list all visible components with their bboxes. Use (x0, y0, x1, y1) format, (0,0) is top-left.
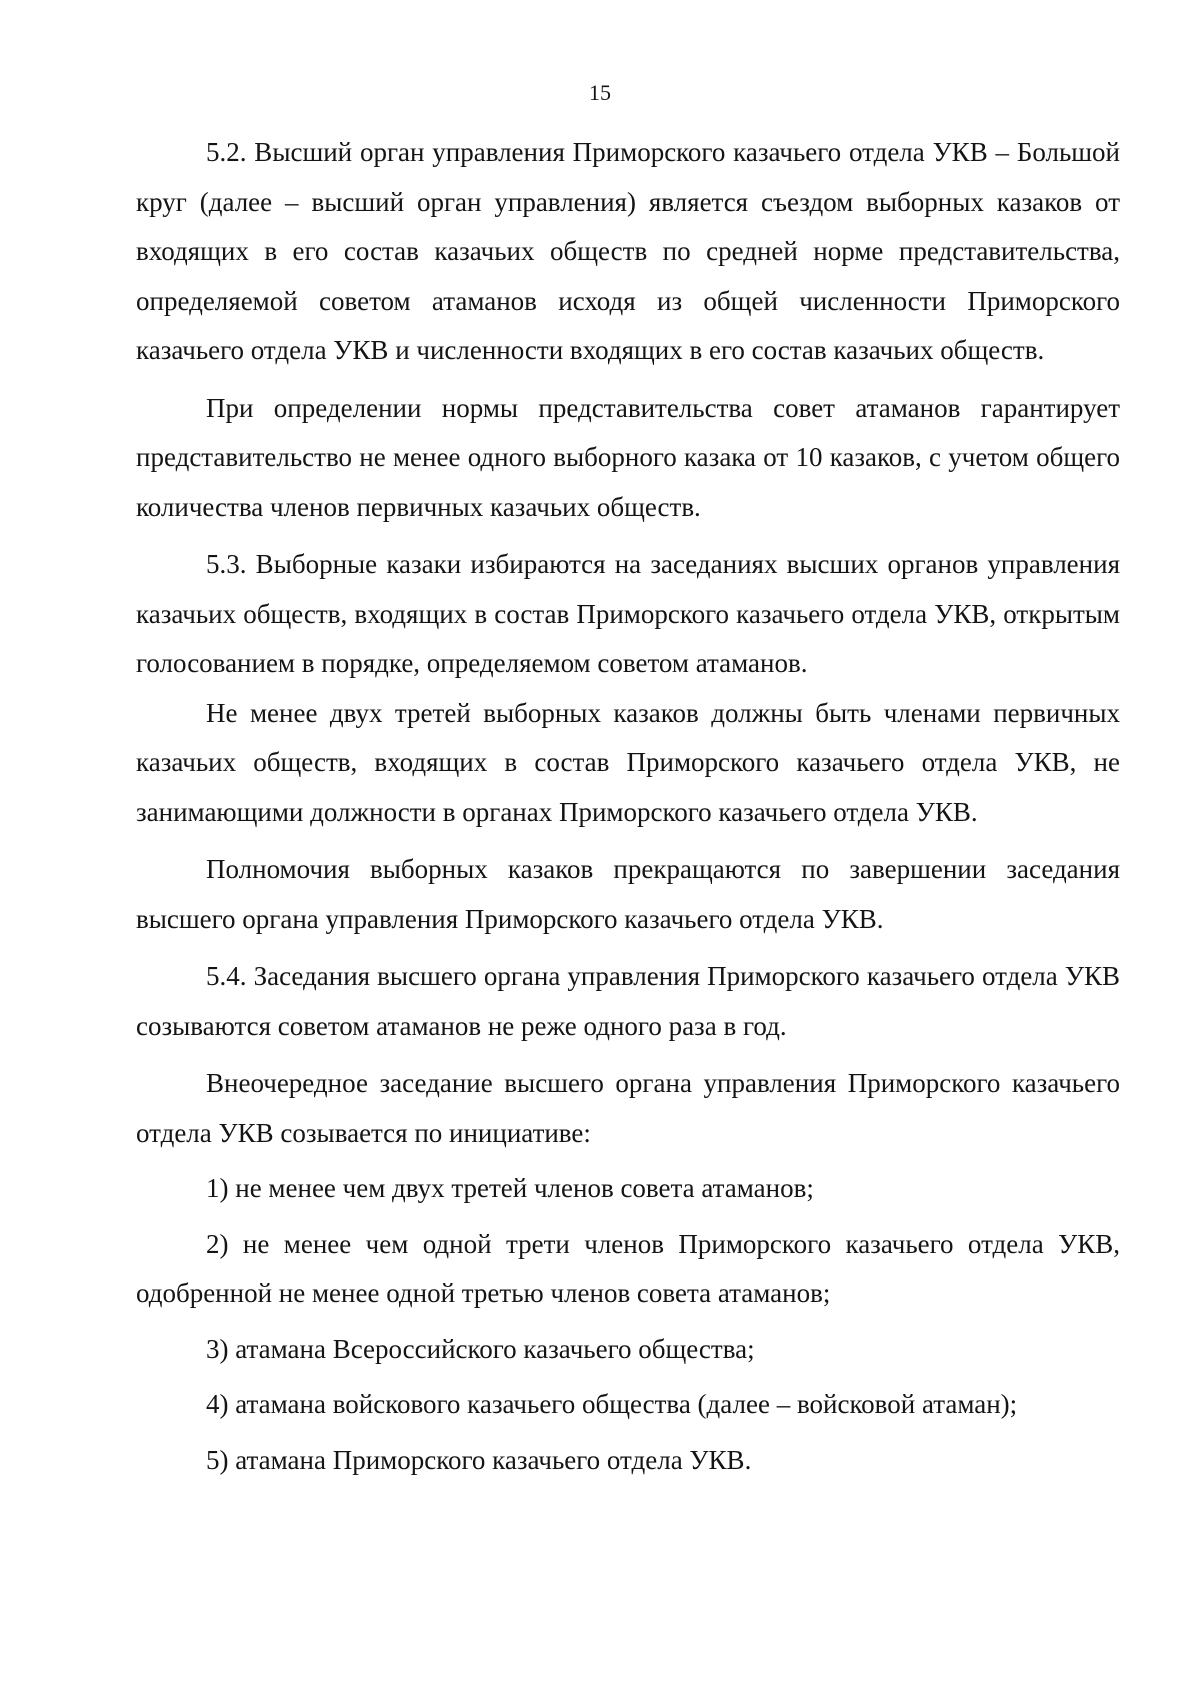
list-item-5: 5) атамана Приморского казачьего отдела УКВ. (206, 1444, 752, 1475)
document-body (136, 128, 1120, 1485)
list-item-1: 1) не менее чем двух третей членов совета атаманов; (206, 1173, 814, 1203)
paragraph-powers-termination: Полномочия выборных казаков прекращаются по завершении заседания высшего органа управления Приморского казачьего отдела УКВ. (136, 854, 1120, 934)
list-item-2: 2) не менее чем одной трети членов Приморского казачьего отдела УКВ, одобренной не менее одной третью членов совета атаманов; (136, 1228, 1120, 1308)
paragraph-5-2: 5.2. Высший орган управления Приморского казачьего отдела УКВ – Большой круг (далее – высший орган управления) является съездом выборных казаков от входящих в его состав казачьих обществ по средней норме представительства, определяемой советом атаманов исходя из общей численности Приморского казачьего отдела УКВ и численности входящих в его состав казачьих обществ. (136, 137, 1120, 365)
list-item-4: 4) атамана войскового казачьего общества (далее – войсковой атаман); (206, 1389, 1018, 1419)
list-item-3: 3) атамана Всероссийского казачьего общества; (206, 1333, 755, 1364)
paragraph-two-thirds: Не менее двух третей выборных казаков должны быть членами первичных казачьих обществ, входящих в состав Приморского казачьего отдела УКВ, не занимающими должности в органах Приморского казачьего отдела УКВ. (136, 697, 1120, 827)
paragraph-representation-norm: При определении нормы представительства совет атаманов гарантирует представительство не менее одного выборного казака от 10 казаков, с учетом общего количества членов первичных казачьих обществ. (136, 392, 1120, 522)
paragraph-5-4: 5.4. Заседания высшего органа управления Приморского казачьего отдела УКВ созываются советом атаманов не реже одного раза в год. (136, 961, 1120, 1041)
page-number: 15 (589, 80, 611, 105)
paragraph-extraordinary-session: Внеочередное заседание высшего органа управления Приморского казачьего отдела УКВ созывается по инициативе: (136, 1068, 1120, 1148)
paragraph-5-3: 5.3. Выборные казаки избираются на заседаниях высших органов управления казачьих обществ, входящих в состав Приморского казачьего отдела УКВ, открытым голосованием в порядке, определяемом советом атаманов. (136, 549, 1120, 678)
